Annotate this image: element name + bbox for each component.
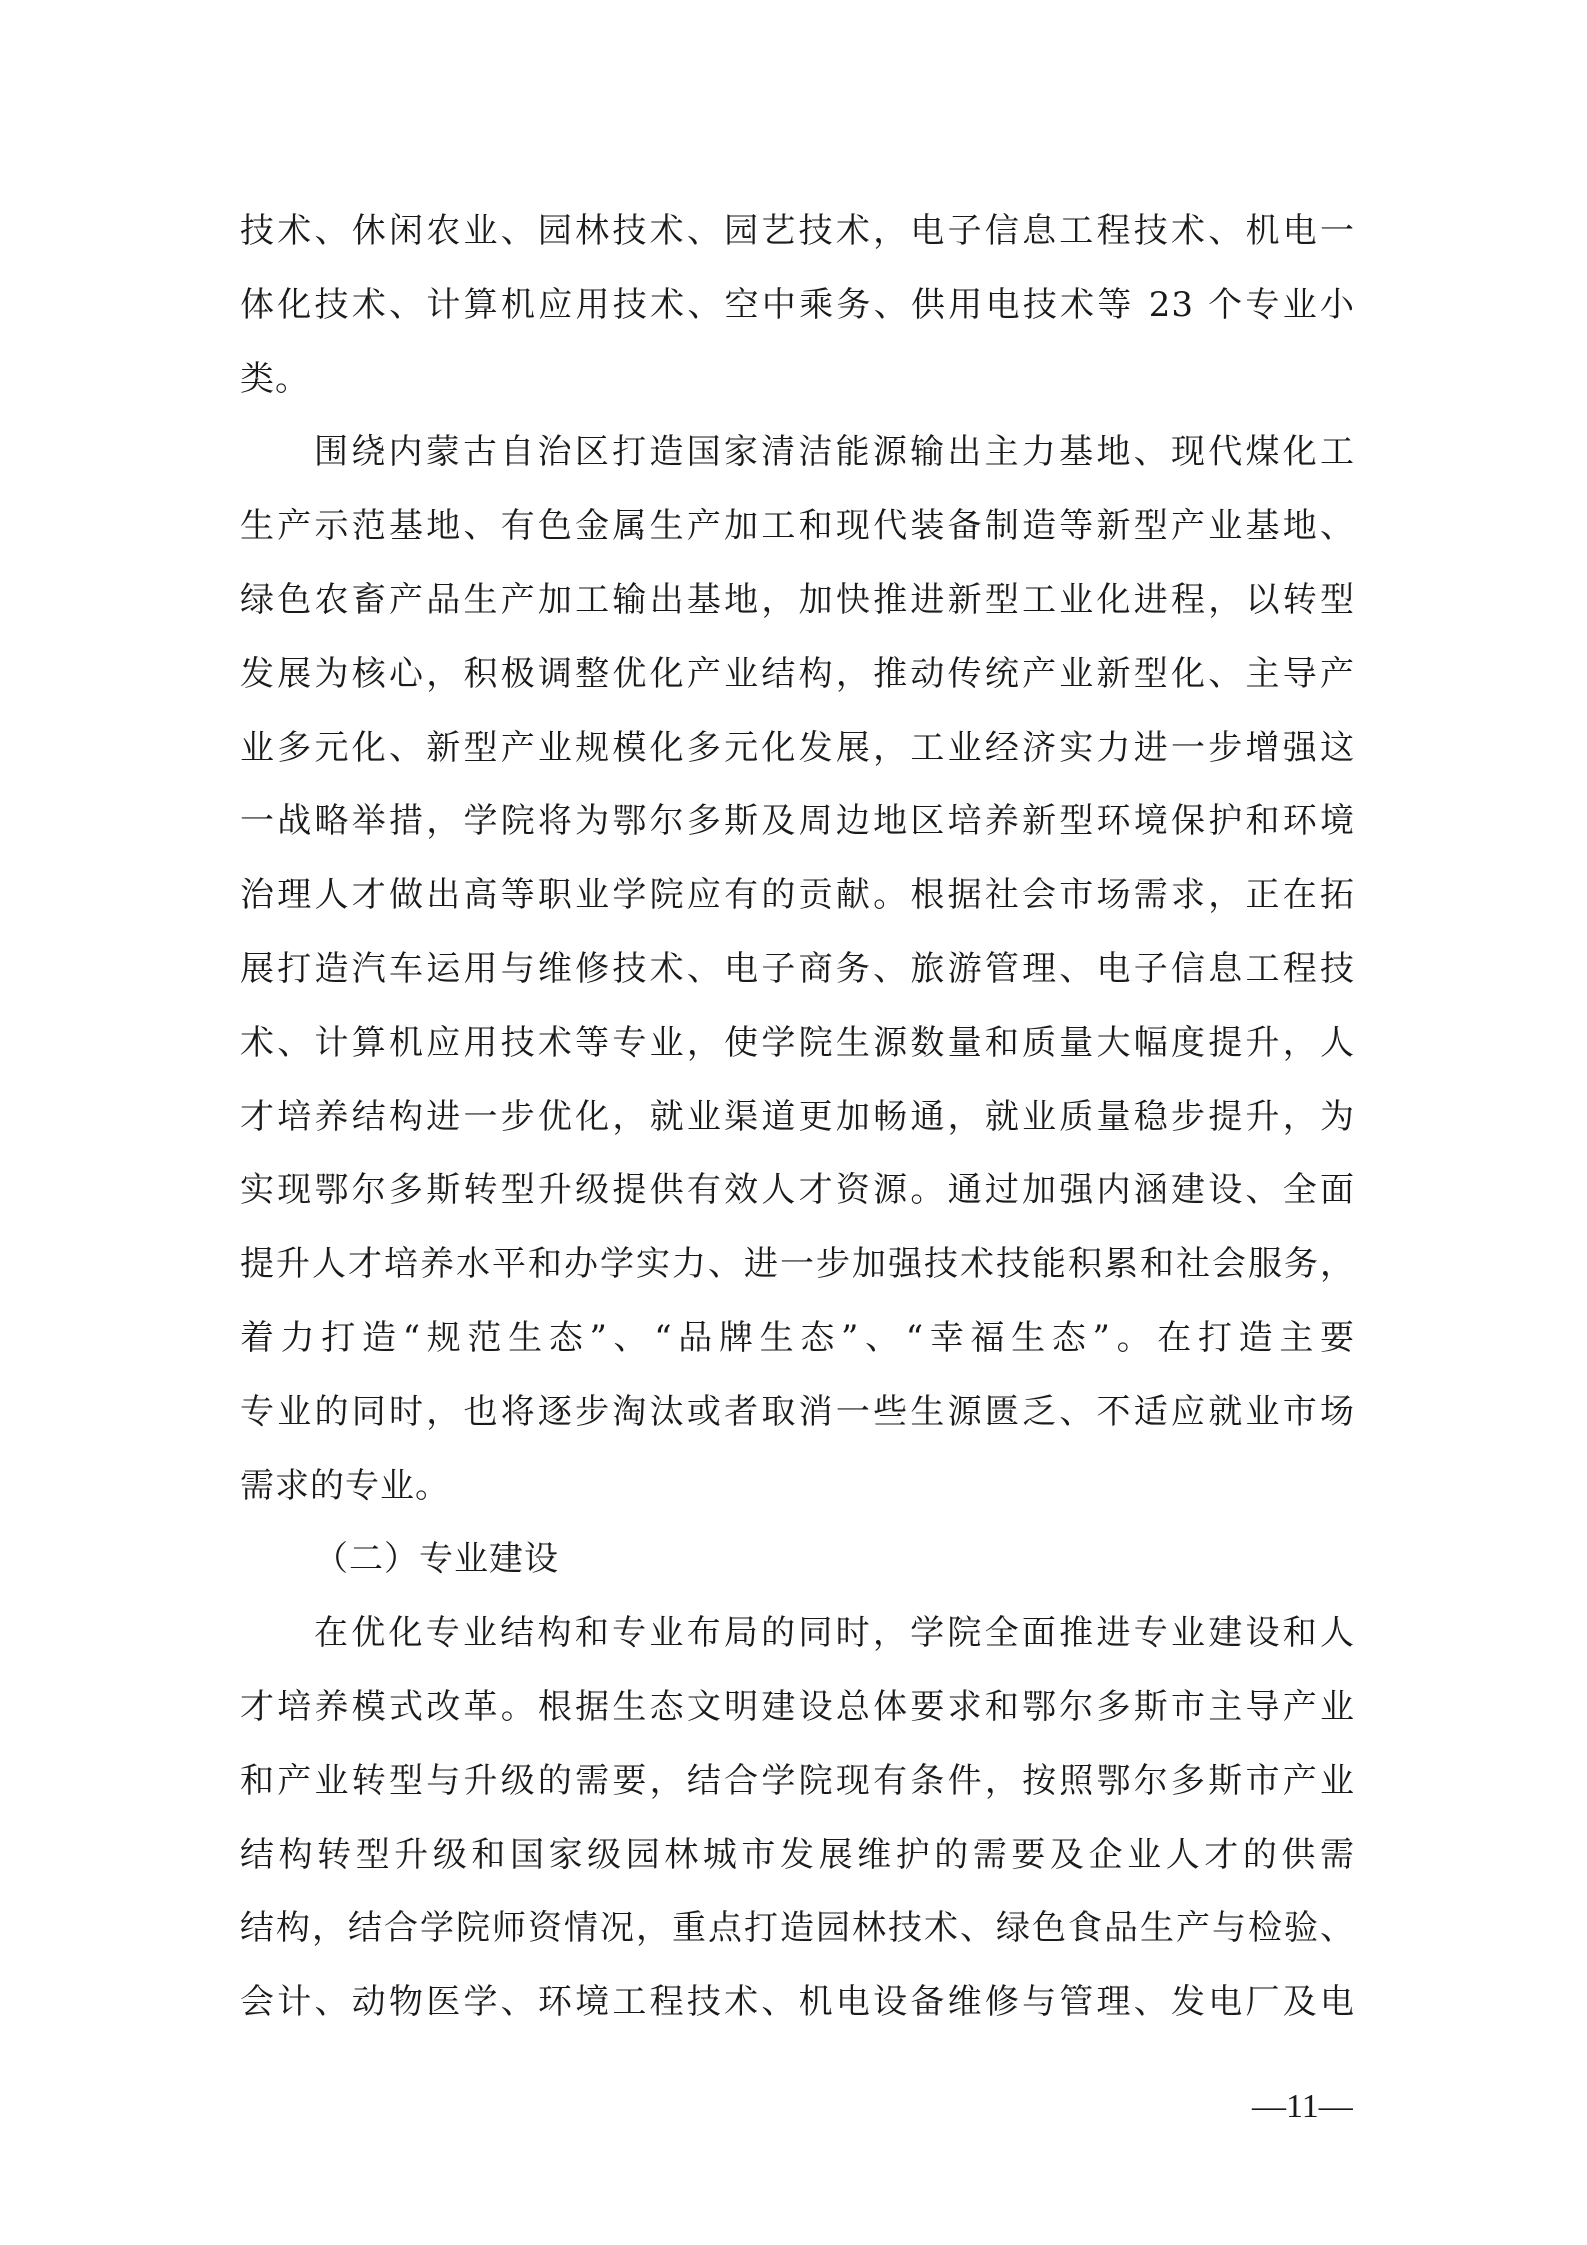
text-line: 生产示范基地、有色金属生产加工和现代装备制造等新型产业基地、 bbox=[240, 506, 1355, 547]
text-line: 治理人才做出高等职业学院应有的贡献。根据社会市场需求，正在拓 bbox=[240, 875, 1355, 916]
text-line: 会计、动物医学、环境工程技术、机电设备维修与管理、发电厂及电 bbox=[240, 1982, 1355, 2023]
text-line: 展打造汽车运用与维修技术、电子商务、旅游管理、电子信息工程技 bbox=[240, 948, 1355, 989]
text-line: 需求的专业。 bbox=[240, 1465, 450, 1506]
text-line: 类。 bbox=[240, 358, 310, 399]
body-text bbox=[240, 195, 1355, 2040]
text-line: 才培养结构进一步优化，就业渠道更加畅通，就业质量稳步提升，为 bbox=[240, 1096, 1355, 1137]
text-line: 结构，结合学院师资情况，重点打造园林技术、绿色食品生产与检验、 bbox=[240, 1908, 1355, 1949]
text-line: 结构转型升级和国家级园林城市发展维护的需要及企业人才的供需 bbox=[240, 1834, 1355, 1875]
text-line: 一战略举措，学院将为鄂尔多斯及周边地区培养新型环境保护和环境 bbox=[240, 801, 1355, 842]
text-line: 和产业转型与升级的需要，结合学院现有条件，按照鄂尔多斯市产业 bbox=[240, 1760, 1355, 1801]
section-heading: （二）专业建设 bbox=[314, 1539, 559, 1580]
text-line: 技术、休闲农业、园林技术、园艺技术，电子信息工程技术、机电一 bbox=[240, 211, 1355, 251]
text-line: 才培养模式改革。根据生态文明建设总体要求和鄂尔多斯市主导产业 bbox=[240, 1686, 1355, 1727]
page-number: —11— bbox=[1252, 2088, 1353, 2125]
paragraph-start-line: 围绕内蒙古自治区打造国家清洁能源输出主力基地、现代煤化工 bbox=[314, 432, 1355, 473]
text-line: 专业的同时，也将逐步淘汰或者取消一些生源匮乏、不适应就业市场 bbox=[240, 1391, 1355, 1432]
text-line: 着力打造“规范生态”、“品牌生态”、“幸福生态”。在打造主要 bbox=[240, 1317, 1355, 1358]
text-line: 业多元化、新型产业规模化多元化发展，工业经济实力进一步增强这 bbox=[240, 727, 1355, 768]
text-line: 实现鄂尔多斯转型升级提供有效人才资源。通过加强内涵建设、全面 bbox=[240, 1170, 1355, 1211]
paragraph-start-line: 在优化专业结构和专业布局的同时，学院全面推进专业建设和人 bbox=[314, 1613, 1355, 1654]
text-line: 体化技术、计算机应用技术、空中乘务、供用电技术等 23 个专业小 bbox=[240, 284, 1355, 325]
text-line: 发展为核心，积极调整优化产业结构，推动传统产业新型化、主导产 bbox=[240, 653, 1355, 694]
text-line: 绿色农畜产品生产加工输出基地，加快推进新型工业化进程，以转型 bbox=[240, 579, 1355, 620]
text-line: 提升人才培养水平和办学实力、进一步加强技术技能积累和社会服务， bbox=[240, 1244, 1355, 1285]
text-line: 术、计算机应用技术等专业，使学院生源数量和质量大幅度提升，人 bbox=[240, 1022, 1355, 1063]
